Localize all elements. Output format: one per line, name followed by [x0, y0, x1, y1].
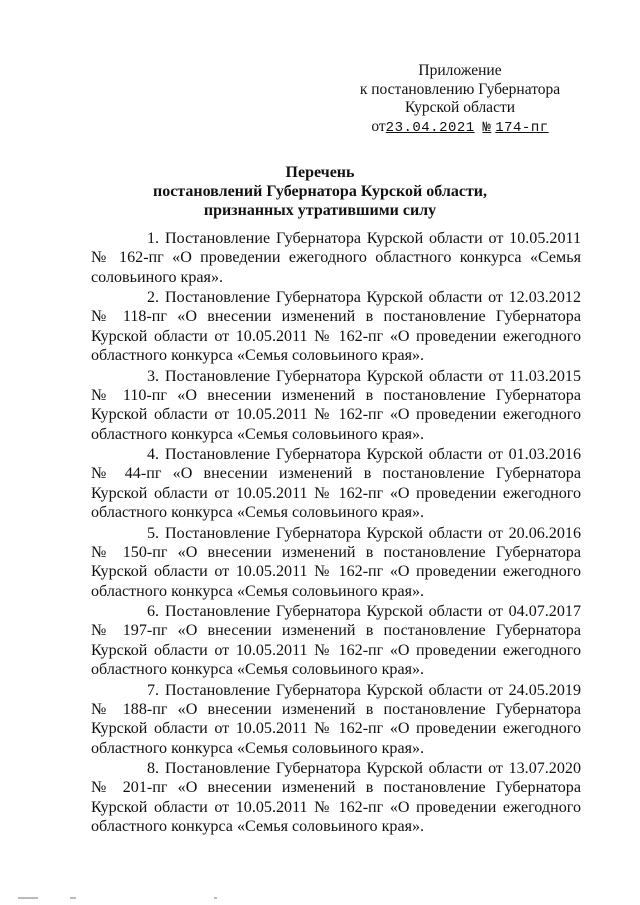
list-item [91, 602, 581, 679]
decree-list [91, 229, 581, 838]
item-number: 5. [147, 524, 160, 542]
list-item [91, 288, 581, 365]
list-item [91, 367, 581, 444]
list-item [91, 524, 581, 601]
appendix-header [340, 62, 580, 137]
title-line-2: постановлений Губернатора Курской области, [152, 183, 488, 200]
item-number: 1. [147, 230, 160, 247]
scan-artifact [70, 897, 76, 899]
list-item [91, 759, 581, 836]
number-prefix: № [482, 119, 492, 136]
title-line-1: Перечень [285, 164, 355, 181]
item-number: 8. [147, 760, 160, 778]
appendix-region: Курской области [404, 99, 516, 116]
item-text: Постановление Губернатора Курской области от 13.07.2020 № 201-пг «О внесении изменений в постановление Губернатора Курской области от 10.05.2011 № 162-пг «О проведении ежегодного областного конкурса «Семья соловьиного края». [91, 760, 581, 835]
decree-number: 174-пг [495, 119, 549, 136]
item-text: Постановление Губернатора Курской области от 04.07.2017 № 197-пг «О внесении изменений в постановление Губернатора Курской области от 10.05.2011 № 162-пг «О проведении ежегодного областного конкурса «Семья соловьиного края». [91, 603, 581, 679]
decree-date: 23.04.2021 [385, 119, 475, 136]
item-number: 4. [147, 446, 160, 464]
appendix-label: Приложение [418, 62, 502, 79]
document-title [100, 163, 540, 220]
item-number: 6. [147, 603, 160, 621]
date-prefix: от [371, 117, 386, 135]
title-line-3: признанных утратившими силу [203, 202, 437, 219]
item-text: Постановление Губернатора Курской области от 12.03.2012 № 118-пг «О внесении изменений в постановление Губернатора Курской области от 10.05.2011 № 162-пг «О проведении ежегодного областного конкурса «Семья соловьиного края». [91, 289, 581, 365]
item-number: 2. [147, 289, 160, 307]
list-item [91, 681, 581, 758]
item-number: 7. [147, 681, 160, 699]
item-text: Постановление Губернатора Курской области от 01.03.2016 № 44-пг «О внесении изменений в постановление Губернатора Курской области от 10.05.2011 № 162-пг «О проведении ежегодного областного конкурса «Семья соловьиного края». [91, 446, 581, 522]
list-item [91, 229, 581, 287]
list-item [91, 445, 581, 522]
appendix-decree-ref: к постановлению Губернатора [359, 80, 561, 98]
scan-artifact [18, 897, 38, 899]
item-text: Постановление Губернатора Курской области от 10.05.2011 № 162-пг «О проведении ежегодного областного конкурса «Семья соловьиного края». [91, 230, 581, 286]
item-text: Постановление Губернатора Курской области от 20.06.2016 № 150-пг «О внесении изменений в постановление Губернатора Курской области от 10.05.2011 № 162-пг «О проведении ежегодного областного конкурса «Семья соловьиного края». [91, 524, 581, 600]
appendix-date-number-line [340, 118, 580, 138]
scan-artifact [214, 897, 217, 899]
item-number: 3. [147, 367, 160, 385]
item-text: Постановление Губернатора Курской области от 11.03.2015 № 110-пг «О внесении изменений в постановление Губернатора Курской области от 10.05.2011 № 162-пг «О проведении ежегодного областного конкурса «Семья соловьиного края». [91, 367, 581, 443]
item-text: Постановление Губернатора Курской области от 24.05.2019 № 188-пг «О внесении изменений в постановление Губернатора Курской области от 10.05.2011 № 162-пг «О проведении ежегодного областного конкурса «Семья соловьиного края». [91, 681, 581, 757]
